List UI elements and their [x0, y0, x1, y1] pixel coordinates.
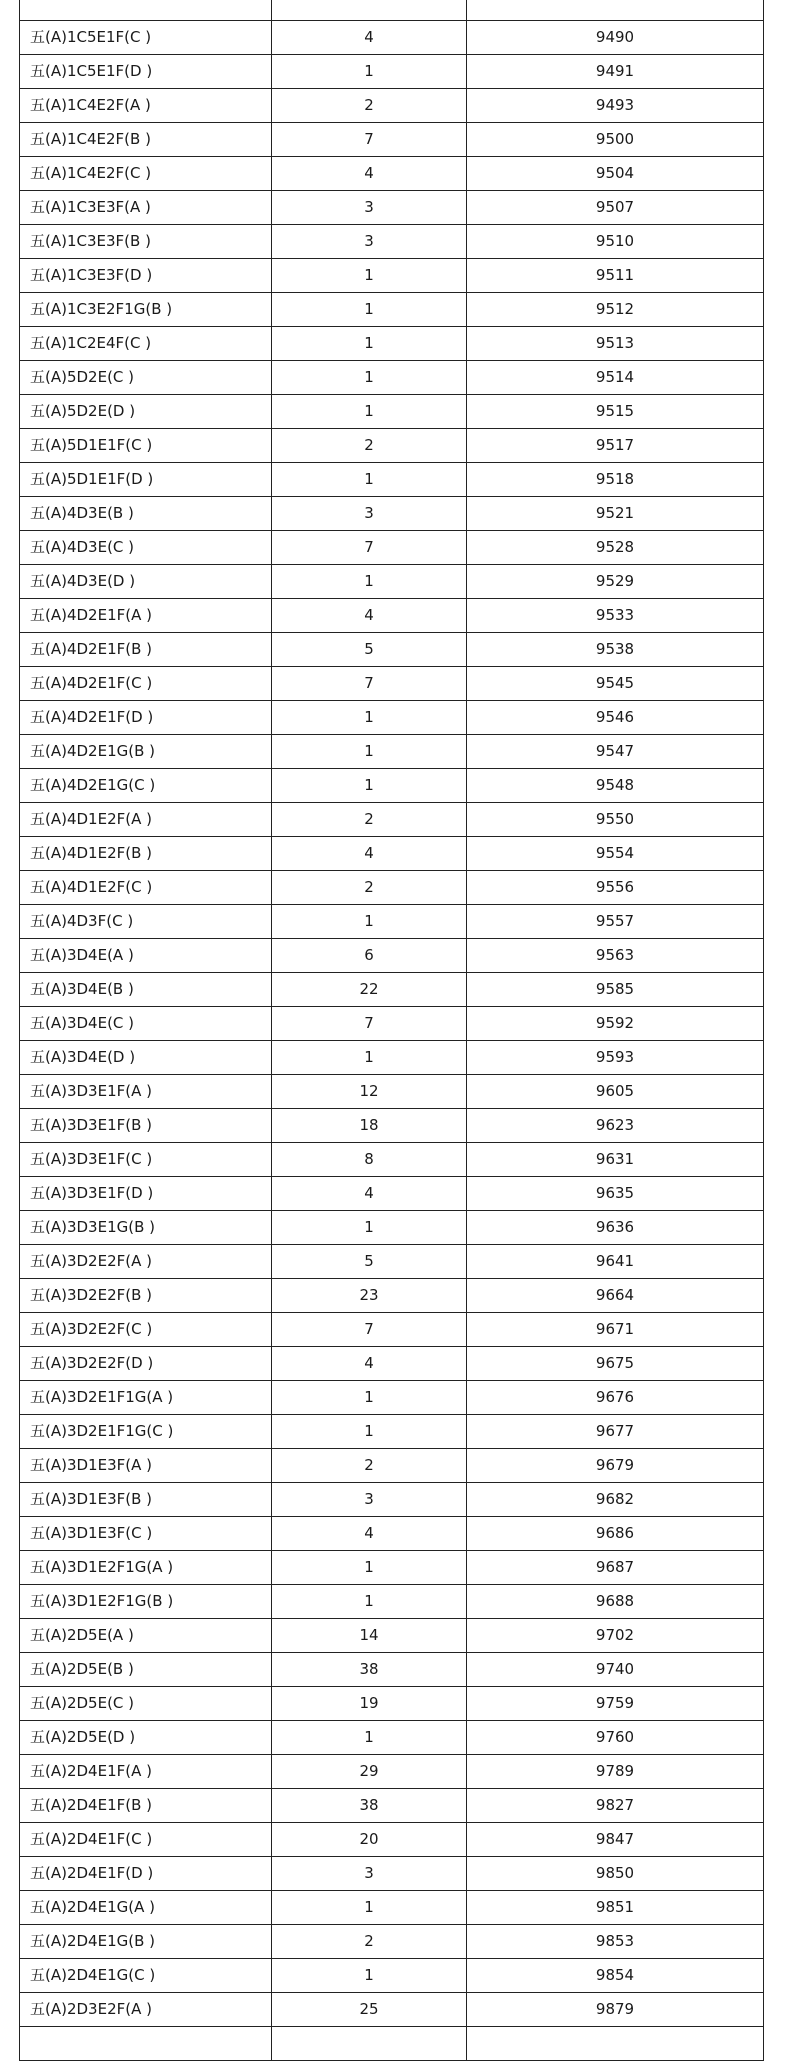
row-label-cell: 五(A)3D1E3F(C )	[20, 1517, 272, 1551]
row-cumulative-cell: 9528	[467, 531, 764, 565]
row-cumulative-cell: 9507	[467, 191, 764, 225]
row-count-cell: 2	[272, 1925, 467, 1959]
row-label-cell: 五(A)1C3E3F(A )	[20, 191, 272, 225]
row-label-cell: 五(A)3D4E(C )	[20, 1007, 272, 1041]
row-label-cell: 五(A)4D2E1F(A )	[20, 599, 272, 633]
table-row	[20, 1653, 764, 1687]
row-label-cell: 五(A)4D3E(D )	[20, 565, 272, 599]
row-count-cell: 7	[272, 667, 467, 701]
row-cumulative-cell: 9702	[467, 1619, 764, 1653]
table-row	[20, 1041, 764, 1075]
table-row	[20, 1857, 764, 1891]
row-label-cell: 五(A)3D3E1F(D )	[20, 1177, 272, 1211]
row-cumulative-cell: 9515	[467, 395, 764, 429]
table-row	[20, 123, 764, 157]
table-row	[20, 803, 764, 837]
row-cumulative-cell: 9675	[467, 1347, 764, 1381]
row-cumulative-cell: 9545	[467, 667, 764, 701]
row-count-cell: 7	[272, 1007, 467, 1041]
row-cumulative-cell: 9563	[467, 939, 764, 973]
row-cumulative-cell: 9518	[467, 463, 764, 497]
row-count-cell: 3	[272, 191, 467, 225]
row-label-cell: 五(A)1C3E2F1G(B )	[20, 293, 272, 327]
table-row	[20, 1925, 764, 1959]
row-count-cell: 5	[272, 1245, 467, 1279]
row-count-cell: 29	[272, 1755, 467, 1789]
row-label-cell: 五(A)2D5E(B )	[20, 1653, 272, 1687]
row-label-cell: 五(A)3D1E3F(B )	[20, 1483, 272, 1517]
row-cumulative-cell: 9547	[467, 735, 764, 769]
row-count-cell: 1	[272, 293, 467, 327]
row-count-cell: 14	[272, 1619, 467, 1653]
row-label-cell: 五(A)3D3E1F(C )	[20, 1143, 272, 1177]
row-count-cell: 1	[272, 905, 467, 939]
table-row	[20, 1823, 764, 1857]
row-count-cell: 2	[272, 871, 467, 905]
row-label-cell: 五(A)3D2E2F(C )	[20, 1313, 272, 1347]
row-cumulative-cell: 9538	[467, 633, 764, 667]
row-cumulative-cell: 9548	[467, 769, 764, 803]
row-cumulative-cell: 9879	[467, 1993, 764, 2027]
row-cumulative-cell: 9533	[467, 599, 764, 633]
row-cumulative-cell: 9853	[467, 1925, 764, 1959]
row-count-cell: 4	[272, 1177, 467, 1211]
table-row	[20, 871, 764, 905]
row-label-cell: 五(A)2D4E1G(B )	[20, 1925, 272, 1959]
row-count-cell: 1	[272, 701, 467, 735]
row-cumulative-cell: 9851	[467, 1891, 764, 1925]
row-count-cell: 4	[272, 1347, 467, 1381]
row-count-cell	[272, 2027, 467, 2061]
table-row	[20, 327, 764, 361]
table-row	[20, 939, 764, 973]
row-cumulative-cell: 9759	[467, 1687, 764, 1721]
row-label-cell: 五(A)3D2E1F1G(C )	[20, 1415, 272, 1449]
row-label-cell: 五(A)3D4E(A )	[20, 939, 272, 973]
row-count-cell: 1	[272, 55, 467, 89]
row-label-cell: 五(A)3D1E3F(A )	[20, 1449, 272, 1483]
row-label-cell: 五(A)4D2E1F(D )	[20, 701, 272, 735]
row-cumulative-cell: 9850	[467, 1857, 764, 1891]
row-count-cell: 4	[272, 599, 467, 633]
row-cumulative-cell: 9679	[467, 1449, 764, 1483]
row-label-cell: 五(A)4D3F(C )	[20, 905, 272, 939]
row-label-cell: 五(A)4D2E1G(C )	[20, 769, 272, 803]
row-cumulative-cell: 9605	[467, 1075, 764, 1109]
row-cumulative-cell: 9686	[467, 1517, 764, 1551]
table-row	[20, 1143, 764, 1177]
row-count-cell: 1	[272, 463, 467, 497]
table-row	[20, 1585, 764, 1619]
table-row	[20, 361, 764, 395]
table-row	[20, 701, 764, 735]
table-row	[20, 497, 764, 531]
row-cumulative-cell: 9688	[467, 1585, 764, 1619]
row-cumulative-cell: 9789	[467, 1755, 764, 1789]
row-count-cell: 3	[272, 225, 467, 259]
row-count-cell: 1	[272, 1381, 467, 1415]
results-table-container	[19, 0, 763, 2061]
row-cumulative-cell: 9490	[467, 21, 764, 55]
row-count-cell: 7	[272, 123, 467, 157]
row-label-cell: 五(A)3D1E2F1G(B )	[20, 1585, 272, 1619]
table-row	[20, 0, 764, 21]
row-cumulative-cell: 9491	[467, 55, 764, 89]
row-cumulative-cell: 9623	[467, 1109, 764, 1143]
row-label-cell: 五(A)1C3E3F(B )	[20, 225, 272, 259]
row-label-cell: 五(A)5D1E1F(C )	[20, 429, 272, 463]
row-cumulative-cell: 9550	[467, 803, 764, 837]
row-cumulative-cell: 9636	[467, 1211, 764, 1245]
row-cumulative-cell: 9847	[467, 1823, 764, 1857]
row-label-cell: 五(A)1C4E2F(B )	[20, 123, 272, 157]
table-row	[20, 905, 764, 939]
table-row	[20, 531, 764, 565]
row-cumulative-cell: 9641	[467, 1245, 764, 1279]
row-count-cell: 4	[272, 837, 467, 871]
row-label-cell: 五(A)3D4E(B )	[20, 973, 272, 1007]
row-label-cell: 五(A)2D4E1F(B )	[20, 1789, 272, 1823]
row-count-cell: 4	[272, 157, 467, 191]
results-table	[19, 0, 764, 2061]
table-row	[20, 429, 764, 463]
row-label-cell: 五(A)3D2E2F(B )	[20, 1279, 272, 1313]
row-count-cell: 1	[272, 1211, 467, 1245]
results-table-body	[20, 0, 764, 2061]
row-count-cell	[272, 0, 467, 21]
row-cumulative-cell	[467, 2027, 764, 2061]
row-count-cell: 1	[272, 1415, 467, 1449]
row-count-cell: 2	[272, 429, 467, 463]
row-count-cell: 1	[272, 259, 467, 293]
table-row	[20, 1755, 764, 1789]
row-label-cell: 五(A)4D2E1F(C )	[20, 667, 272, 701]
table-row	[20, 21, 764, 55]
row-count-cell: 18	[272, 1109, 467, 1143]
row-count-cell: 2	[272, 89, 467, 123]
row-count-cell: 1	[272, 327, 467, 361]
row-cumulative-cell: 9521	[467, 497, 764, 531]
row-count-cell: 3	[272, 1857, 467, 1891]
row-cumulative-cell: 9557	[467, 905, 764, 939]
row-cumulative-cell	[467, 0, 764, 21]
row-label-cell: 五(A)2D4E1G(C )	[20, 1959, 272, 1993]
row-label-cell: 五(A)4D1E2F(B )	[20, 837, 272, 871]
table-row	[20, 1415, 764, 1449]
row-label-cell: 五(A)3D3E1G(B )	[20, 1211, 272, 1245]
row-label-cell	[20, 2027, 272, 2061]
row-count-cell: 23	[272, 1279, 467, 1313]
table-row	[20, 1313, 764, 1347]
table-row	[20, 157, 764, 191]
row-label-cell: 五(A)3D1E2F1G(A )	[20, 1551, 272, 1585]
row-label-cell: 五(A)2D5E(A )	[20, 1619, 272, 1653]
row-count-cell: 2	[272, 1449, 467, 1483]
row-label-cell: 五(A)5D2E(D )	[20, 395, 272, 429]
row-count-cell: 1	[272, 1585, 467, 1619]
row-label-cell: 五(A)3D4E(D )	[20, 1041, 272, 1075]
table-row	[20, 463, 764, 497]
table-row	[20, 633, 764, 667]
row-count-cell: 38	[272, 1653, 467, 1687]
table-row	[20, 259, 764, 293]
row-cumulative-cell: 9677	[467, 1415, 764, 1449]
table-row	[20, 1007, 764, 1041]
row-label-cell: 五(A)4D1E2F(A )	[20, 803, 272, 837]
row-cumulative-cell: 9493	[467, 89, 764, 123]
table-row	[20, 1347, 764, 1381]
row-label-cell: 五(A)2D5E(D )	[20, 1721, 272, 1755]
table-row	[20, 1959, 764, 1993]
row-cumulative-cell: 9513	[467, 327, 764, 361]
row-label-cell: 五(A)1C4E2F(C )	[20, 157, 272, 191]
table-row	[20, 973, 764, 1007]
row-cumulative-cell: 9687	[467, 1551, 764, 1585]
row-label-cell: 五(A)3D2E2F(D )	[20, 1347, 272, 1381]
table-row	[20, 1993, 764, 2027]
table-row	[20, 225, 764, 259]
table-row	[20, 1211, 764, 1245]
row-label-cell: 五(A)4D3E(C )	[20, 531, 272, 565]
row-cumulative-cell: 9760	[467, 1721, 764, 1755]
row-count-cell: 22	[272, 973, 467, 1007]
row-cumulative-cell: 9556	[467, 871, 764, 905]
row-label-cell: 五(A)2D4E1F(D )	[20, 1857, 272, 1891]
row-count-cell: 1	[272, 1959, 467, 1993]
row-count-cell: 3	[272, 497, 467, 531]
table-row	[20, 837, 764, 871]
row-cumulative-cell: 9500	[467, 123, 764, 157]
row-count-cell: 1	[272, 1891, 467, 1925]
row-count-cell: 5	[272, 633, 467, 667]
row-label-cell: 五(A)1C3E3F(D )	[20, 259, 272, 293]
table-row	[20, 2027, 764, 2061]
table-row	[20, 1891, 764, 1925]
row-count-cell: 1	[272, 769, 467, 803]
row-cumulative-cell: 9740	[467, 1653, 764, 1687]
row-label-cell: 五(A)1C5E1F(C )	[20, 21, 272, 55]
row-count-cell: 7	[272, 531, 467, 565]
table-row	[20, 293, 764, 327]
row-label-cell: 五(A)4D1E2F(C )	[20, 871, 272, 905]
table-row	[20, 769, 764, 803]
row-cumulative-cell: 9529	[467, 565, 764, 599]
row-count-cell: 12	[272, 1075, 467, 1109]
table-row	[20, 191, 764, 225]
row-label-cell: 五(A)1C4E2F(A )	[20, 89, 272, 123]
row-label-cell: 五(A)2D4E1F(A )	[20, 1755, 272, 1789]
table-row	[20, 1687, 764, 1721]
table-row	[20, 1381, 764, 1415]
table-row	[20, 565, 764, 599]
row-label-cell: 五(A)2D4E1F(C )	[20, 1823, 272, 1857]
table-row	[20, 1789, 764, 1823]
row-label-cell: 五(A)3D2E2F(A )	[20, 1245, 272, 1279]
row-count-cell: 1	[272, 565, 467, 599]
table-row	[20, 1517, 764, 1551]
row-count-cell: 4	[272, 1517, 467, 1551]
row-cumulative-cell: 9511	[467, 259, 764, 293]
table-row	[20, 55, 764, 89]
table-row	[20, 599, 764, 633]
row-label-cell: 五(A)2D5E(C )	[20, 1687, 272, 1721]
row-label-cell: 五(A)2D4E1G(A )	[20, 1891, 272, 1925]
table-row	[20, 1177, 764, 1211]
row-count-cell: 38	[272, 1789, 467, 1823]
row-cumulative-cell: 9676	[467, 1381, 764, 1415]
row-count-cell: 1	[272, 361, 467, 395]
row-count-cell: 7	[272, 1313, 467, 1347]
row-cumulative-cell: 9682	[467, 1483, 764, 1517]
row-label-cell: 五(A)3D3E1F(A )	[20, 1075, 272, 1109]
row-label-cell: 五(A)3D2E1F1G(A )	[20, 1381, 272, 1415]
row-count-cell: 8	[272, 1143, 467, 1177]
row-label-cell: 五(A)4D2E1G(B )	[20, 735, 272, 769]
row-cumulative-cell: 9592	[467, 1007, 764, 1041]
row-label-cell: 五(A)4D2E1F(B )	[20, 633, 272, 667]
row-cumulative-cell: 9585	[467, 973, 764, 1007]
row-label-cell	[20, 0, 272, 21]
row-cumulative-cell: 9514	[467, 361, 764, 395]
row-count-cell: 20	[272, 1823, 467, 1857]
row-label-cell: 五(A)5D2E(C )	[20, 361, 272, 395]
row-count-cell: 1	[272, 735, 467, 769]
row-cumulative-cell: 9635	[467, 1177, 764, 1211]
row-label-cell: 五(A)1C2E4F(C )	[20, 327, 272, 361]
row-cumulative-cell: 9504	[467, 157, 764, 191]
table-row	[20, 1449, 764, 1483]
row-cumulative-cell: 9517	[467, 429, 764, 463]
row-cumulative-cell: 9546	[467, 701, 764, 735]
table-row	[20, 1619, 764, 1653]
row-label-cell: 五(A)4D3E(B )	[20, 497, 272, 531]
row-cumulative-cell: 9854	[467, 1959, 764, 1993]
row-count-cell: 1	[272, 1721, 467, 1755]
row-count-cell: 4	[272, 21, 467, 55]
table-row	[20, 1109, 764, 1143]
row-count-cell: 3	[272, 1483, 467, 1517]
row-cumulative-cell: 9671	[467, 1313, 764, 1347]
row-cumulative-cell: 9593	[467, 1041, 764, 1075]
table-row	[20, 1075, 764, 1109]
row-count-cell: 1	[272, 1041, 467, 1075]
row-label-cell: 五(A)3D3E1F(B )	[20, 1109, 272, 1143]
table-row	[20, 1551, 764, 1585]
row-cumulative-cell: 9664	[467, 1279, 764, 1313]
table-row	[20, 735, 764, 769]
row-count-cell: 1	[272, 395, 467, 429]
row-cumulative-cell: 9827	[467, 1789, 764, 1823]
row-cumulative-cell: 9512	[467, 293, 764, 327]
row-cumulative-cell: 9510	[467, 225, 764, 259]
table-row	[20, 395, 764, 429]
row-cumulative-cell: 9631	[467, 1143, 764, 1177]
row-label-cell: 五(A)1C5E1F(D )	[20, 55, 272, 89]
row-label-cell: 五(A)2D3E2F(A )	[20, 1993, 272, 2027]
row-count-cell: 2	[272, 803, 467, 837]
table-row	[20, 1279, 764, 1313]
table-row	[20, 1483, 764, 1517]
table-row	[20, 1721, 764, 1755]
table-row	[20, 89, 764, 123]
row-count-cell: 1	[272, 1551, 467, 1585]
row-count-cell: 25	[272, 1993, 467, 2027]
row-cumulative-cell: 9554	[467, 837, 764, 871]
row-label-cell: 五(A)5D1E1F(D )	[20, 463, 272, 497]
row-count-cell: 19	[272, 1687, 467, 1721]
table-row	[20, 1245, 764, 1279]
row-count-cell: 6	[272, 939, 467, 973]
table-row	[20, 667, 764, 701]
